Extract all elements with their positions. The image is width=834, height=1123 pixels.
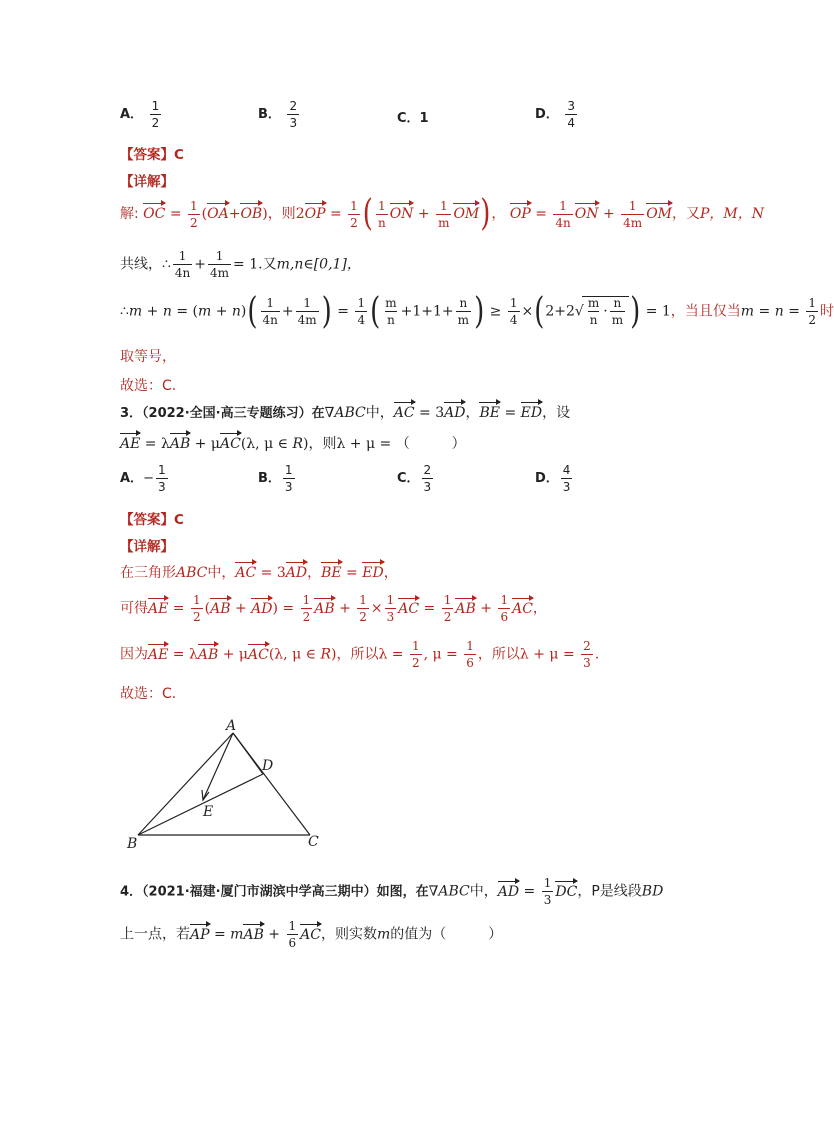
q3-conclusion: 故选：C.	[120, 686, 177, 702]
label-c: C	[308, 834, 319, 850]
q3-answer-tag: 【答案】C	[120, 512, 184, 528]
q3-option-d: D． $\frac{4}{3}$	[535, 463, 571, 494]
q3-option-a: A．− $\frac{1}{3}$	[120, 463, 166, 494]
label-e: E	[203, 804, 214, 820]
option-c: C．1	[397, 111, 429, 126]
q3-option-b: B． $\frac{1}{3}$	[258, 463, 293, 494]
q3-detail-tag: 【详解】	[120, 539, 174, 555]
q4-stem-line-2: 上一点，若AP = mAB + $\frac{1}{6}$ AC，则实数m的值为（ ）	[120, 919, 503, 950]
q3-stem-line-2: AE = λAB + μAC(λ, μ ∈ R)，则λ + μ = （ ）	[120, 436, 466, 452]
q3-solution-line-1: 在三角形ABC中，AC = 3AD，BE = ED，	[120, 565, 398, 581]
solution-line-3: ∴m + n = (m + n)( $\frac{1}{4n}$ + $\frac{1}{4m}$ ) = $\frac{1}{4}$ ( $\frac{m}{n}$ +1+1+ $\frac{n}{m}$ ) ≥ $\frac{1}{4}$ ×(2+2√ $\frac{m}{n}$ · $\frac{n}{m}$ ) = 1，当且仅当m = n = $\frac{1}{2}$ 时	[120, 290, 834, 333]
solution-line-4: 取等号，	[120, 349, 176, 365]
label-a: A	[226, 718, 237, 734]
solution-line-2: 共线，∴ $\frac{1}{4n}$ + $\frac{1}{4m}$ = 1.又m,n∈[0,1]，	[120, 249, 361, 280]
q4-stem-line-1: 4．（2021·福建·厦门市湖滨中学高三期中）如图，在∇ABC中，AD = $\frac{1}{3}$ DC，P是线段BD	[120, 876, 664, 907]
q3-solution-line-3: 因为AE = λAB + μAC(λ, μ ∈ R)，所以λ = $\frac{1}{2}$ , μ = $\frac{1}{6}$ ，所以λ + μ = $\frac{2}{3}$ .	[120, 639, 600, 670]
vector-ae	[203, 733, 233, 800]
solution-line-1: 解: OC = $\frac{1}{2}$ (OA+OB)，则2OP = $\frac{1}{2}$ ( $\frac{1}{n}$ ON + $\frac{1}{m}$ OM)， OP = $\frac{1}{4n}$ ON + $\frac{1}{4m}$ OM，又P，M，N	[120, 193, 765, 235]
detail-tag: 【详解】	[120, 174, 174, 190]
triangle-figure	[125, 712, 330, 852]
option-b: B． $\frac{2}{3}$	[258, 99, 298, 130]
segment-bd	[138, 774, 263, 835]
option-d: D． $\frac{3}{4}$	[535, 99, 575, 130]
answer-tag: 【答案】C	[120, 147, 184, 163]
edge-ab	[138, 733, 233, 835]
q2-conclusion: 故选：C.	[120, 378, 177, 394]
q3-option-c: C． $\frac{2}{3}$	[397, 463, 432, 494]
q3-solution-line-2: 可得AE = $\frac{1}{2}$ (AB + AD) = $\frac{1}{2}$ AB + $\frac{1}{2}$ × $\frac{1}{3}$ AC = $\frac{1}{2}$ AB + $\frac{1}{6}$ AC，	[120, 593, 547, 624]
q3-stem-line-1: 3．（2022·全国·高三专题练习）在∇ABC中，AC = 3AD，BE = ED，设	[120, 405, 571, 421]
label-d: D	[262, 758, 274, 774]
option-a: A． $\frac{1}{2}$	[120, 99, 160, 130]
segment-ad	[233, 733, 263, 774]
label-b: B	[127, 836, 138, 852]
